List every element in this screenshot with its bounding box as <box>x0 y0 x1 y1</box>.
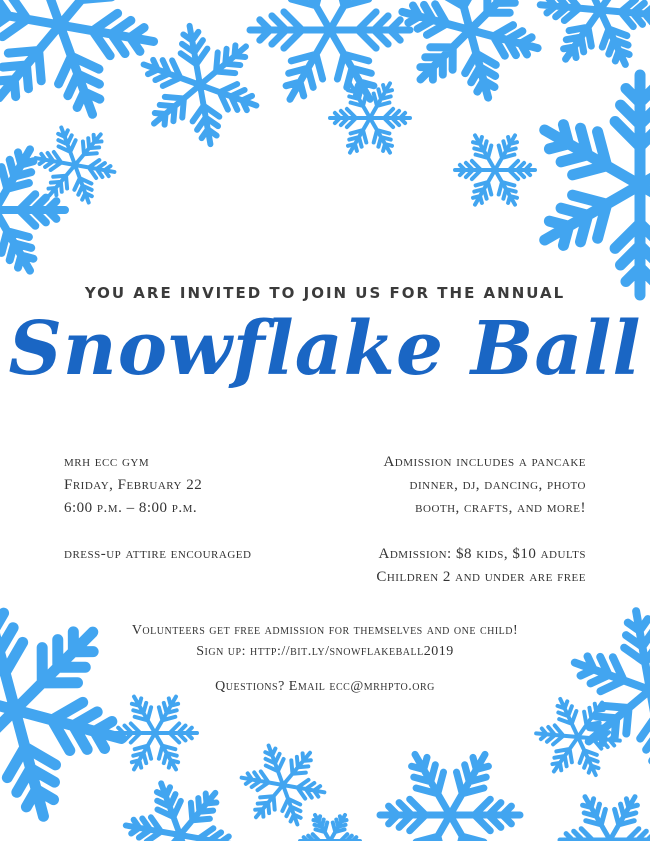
snowflake-icon <box>118 779 243 841</box>
signup-link[interactable]: Sign up: http://bit.ly/snowflakeball2019 <box>196 644 454 659</box>
date-text: Friday, February 22 <box>64 477 203 493</box>
snowflake-icon <box>387 0 554 107</box>
footer-info <box>0 620 650 697</box>
snowflake-icon <box>380 754 520 841</box>
location-text: mrh ecc gym <box>64 454 150 470</box>
snowflake-icon <box>250 0 410 99</box>
includes-line-3: booth, crafts, and more! <box>415 500 586 516</box>
free-admission-text: Children 2 and under are free <box>376 569 586 585</box>
snowflake-icon <box>536 0 650 67</box>
price-text: Admission: $8 kids, $10 adults <box>378 546 586 562</box>
snowflake-icon <box>113 697 197 770</box>
event-title: Snowflake Ball <box>8 306 642 392</box>
invite-line: YOU ARE INVITED TO JOIN US FOR THE ANNUAL <box>84 284 566 302</box>
volunteer-text: Volunteers get free admission for themselves and one child! <box>131 623 519 638</box>
snowflake-icon <box>455 135 535 204</box>
time-text: 6:00 p.m. – 8:00 p.m. <box>64 500 198 516</box>
snowflake-icon <box>497 47 650 322</box>
snowflake-icon <box>560 797 650 841</box>
event-details <box>64 451 251 566</box>
snowflake-icon <box>30 124 121 206</box>
questions-email[interactable]: Questions? Email ecc@mrhpto.org <box>215 679 435 694</box>
includes-line-1: Admission includes a pancake <box>383 454 586 470</box>
attire-text: dress-up attire encouraged <box>64 546 252 562</box>
includes-line-2: dinner, dj, dancing, photo <box>409 477 586 493</box>
snowflake-icon <box>300 815 360 841</box>
snowflake-icon <box>0 0 168 123</box>
admission-details <box>376 451 586 589</box>
